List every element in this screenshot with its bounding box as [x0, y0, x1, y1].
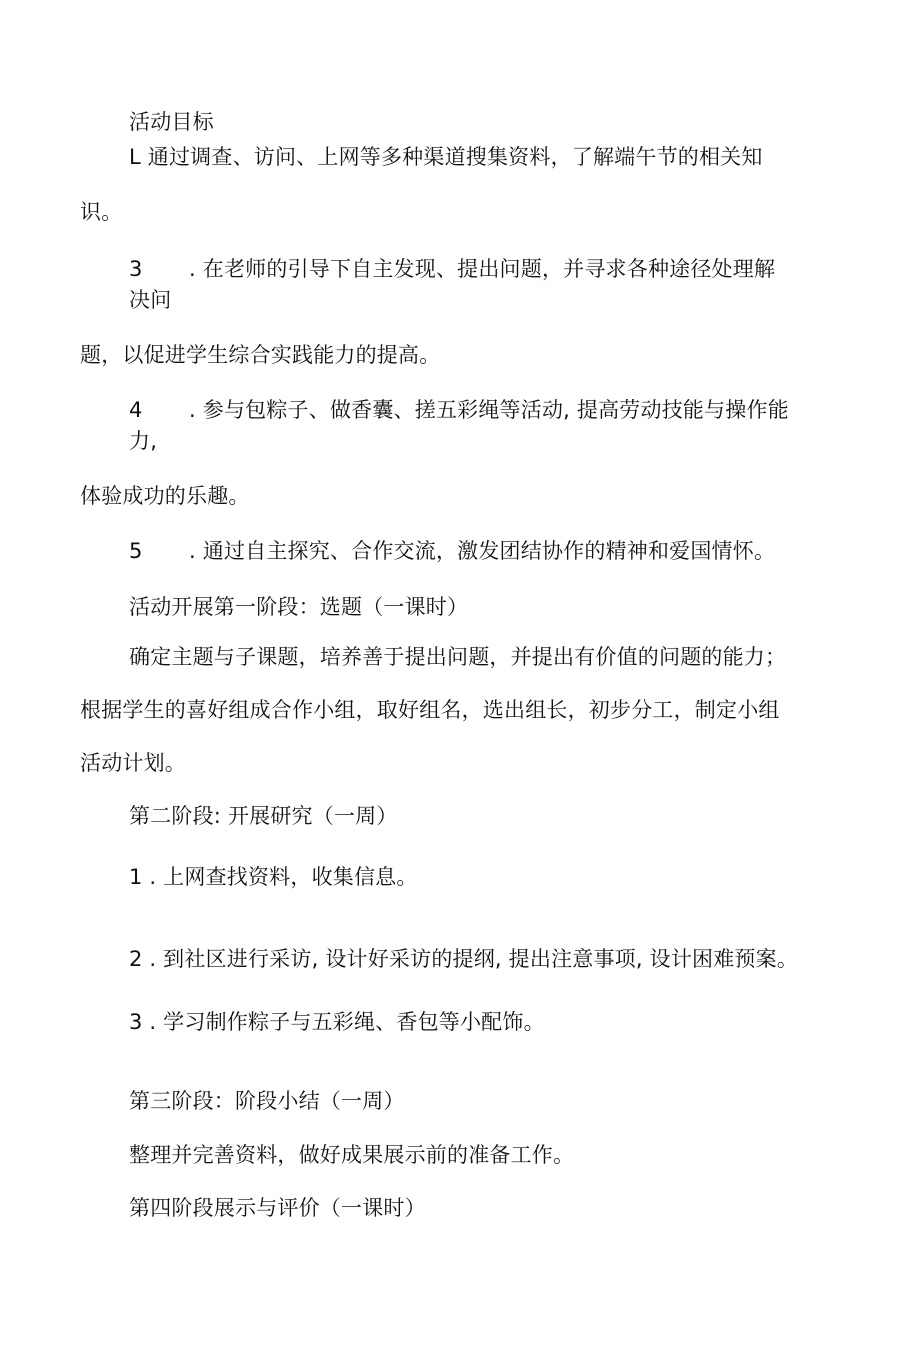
goal-3-line-2: 决问 — [129, 288, 172, 312]
goal-4-line-1 — [129, 396, 789, 424]
stage-2-item-3: 3 . 学习制作粽子与五彩绳、香包等小配饰。 — [129, 1010, 545, 1034]
stage-1-paragraph-line-2: 根据学生的喜好组成合作小组，取好组名，选出组长，初步分工，制定小组 — [80, 698, 780, 722]
stage-1-paragraph-line-1: 确定主题与子课题，培养善于提出问题，并提出有价值的问题的能力； — [129, 645, 787, 669]
stage-2-item-1: 1 . 上网查找资料，收集信息。 — [129, 865, 418, 889]
goal-5-text: . 通过自主探究、合作交流，激发团结协作的精神和爱国情怀。 — [189, 539, 776, 563]
goal-4-text: . 参与包粽子、做香囊、搓五彩绳等活动, 提高劳动技能与操作能 — [189, 398, 789, 422]
goal-1-line-2: 识。 — [80, 200, 123, 224]
stage-1-paragraph-line-3: 活动计划。 — [80, 751, 186, 775]
heading-goals: 活动目标 — [129, 110, 214, 134]
stage-4-title: 第四阶段展示与评价（一课时） — [129, 1196, 426, 1220]
stage-3-title: 第三阶段：阶段小结（一周） — [129, 1089, 405, 1113]
goal-3-number: 3 — [129, 257, 143, 281]
stage-2-item-2: 2 . 到社区进行采访, 设计好采访的提纲, 提出注意事项, 设计困难预案。 — [129, 947, 799, 971]
goal-1-line-1: L 通过调查、访问、上网等多种渠道搜集资料，了解端午节的相关知 — [129, 145, 763, 169]
goal-3-line-3: 题，以促进学生综合实践能力的提高。 — [80, 343, 441, 367]
goal-4-line-2: 力, — [129, 429, 158, 453]
goal-4-number: 4 — [129, 398, 143, 422]
goal-3-line-1 — [129, 255, 775, 283]
goal-5-number: 5 — [129, 539, 143, 563]
goal-3-text: . 在老师的引导下自主发现、提出问题，并寻求各种途径处理解 — [189, 257, 776, 281]
goal-5-line-1 — [129, 537, 775, 565]
stage-2-title: 第二阶段: 开展研究（一周） — [129, 804, 398, 828]
stage-3-paragraph: 整理并完善资料，做好成果展示前的准备工作。 — [129, 1143, 575, 1167]
goal-4-line-3: 体验成功的乐趣。 — [80, 484, 250, 508]
stage-1-title: 活动开展第一阶段：选题（一课时） — [129, 595, 469, 619]
